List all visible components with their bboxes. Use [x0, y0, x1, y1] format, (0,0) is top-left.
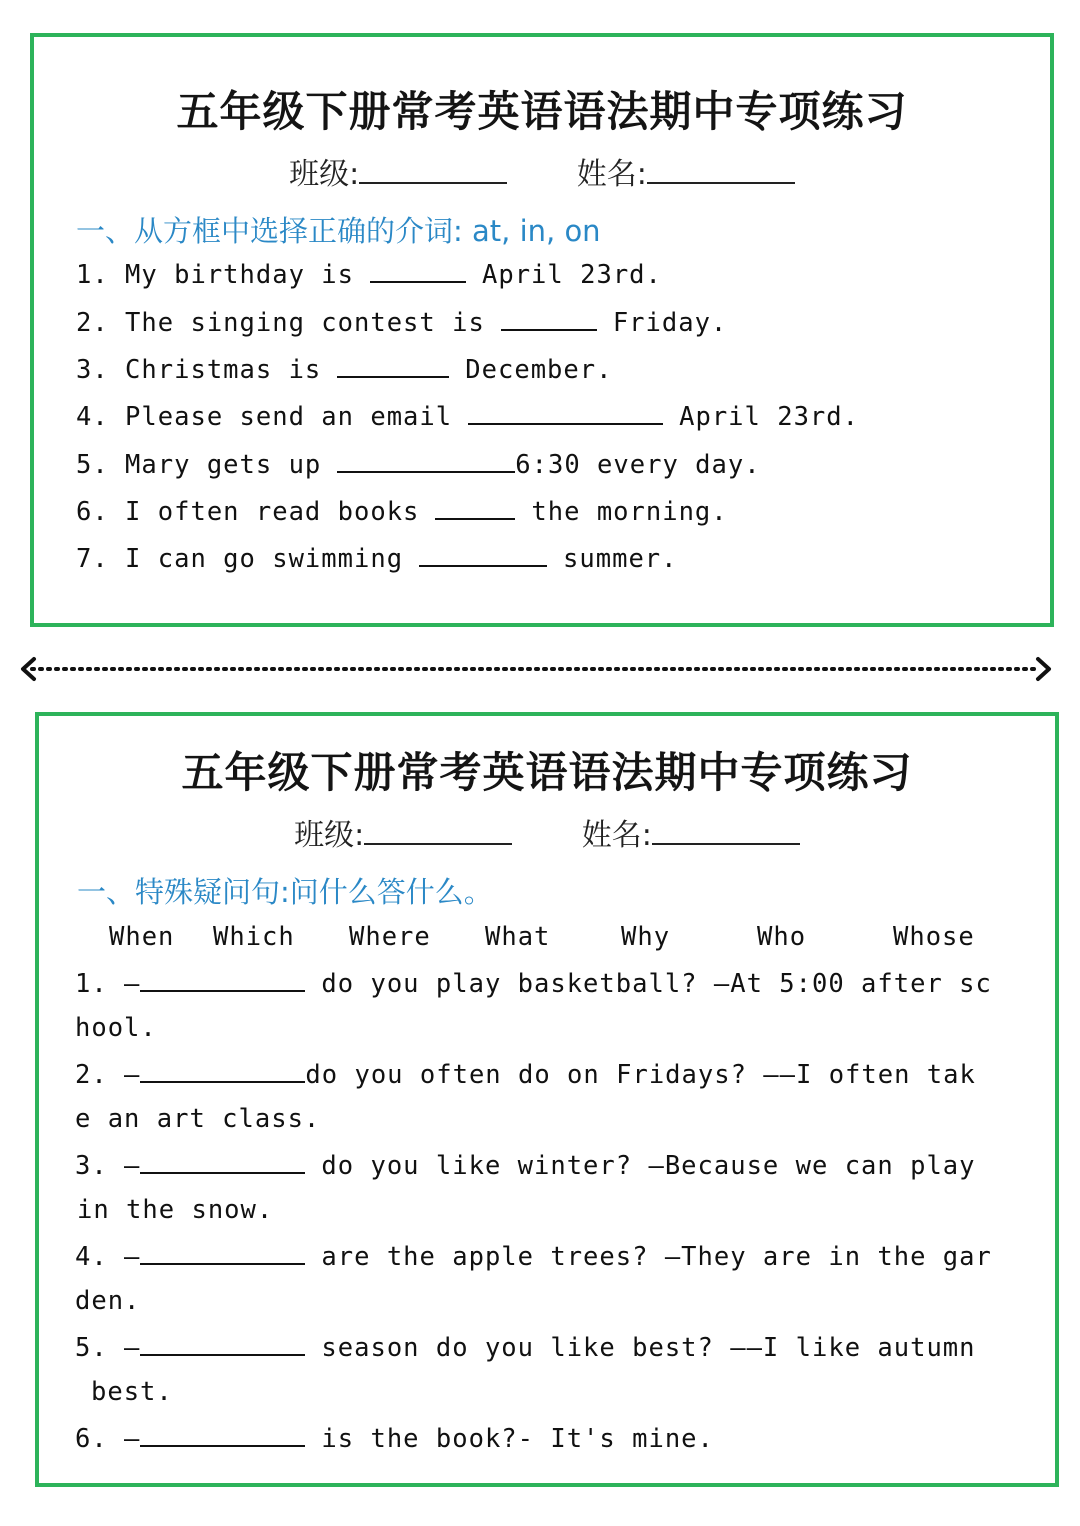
question-line	[76, 543, 678, 574]
arrow-right-icon	[1038, 659, 1049, 679]
section-heading: 一、特殊疑问句:问什么答什么。	[77, 875, 493, 909]
question-continuation: hool.	[75, 1013, 157, 1043]
word-bank-item: Why	[621, 922, 671, 952]
worksheet-title: 五年级下册常考英语语法期中专项练习	[181, 748, 913, 797]
question-text: 2. —	[75, 1060, 141, 1090]
question-continuation: den.	[75, 1286, 141, 1316]
section-heading: 一、从方框中选择正确的介词: at, in, on	[76, 214, 601, 248]
question-text-end: is the book?- It's mine.	[321, 1424, 714, 1454]
answer-blank[interactable]	[140, 968, 305, 992]
question-text-end: are the apple trees? —They are in the gar	[321, 1242, 992, 1272]
question-text: 4. —	[75, 1242, 141, 1272]
answer-blank[interactable]	[140, 1059, 305, 1083]
class-field	[289, 149, 507, 193]
class-label: 班级:	[294, 818, 365, 853]
question-text: 1. —	[75, 969, 141, 999]
answer-blank[interactable]	[370, 259, 466, 283]
question-line	[75, 1241, 992, 1272]
question-line	[75, 1332, 976, 1363]
name-field	[577, 149, 795, 193]
name-label: 姓名:	[581, 818, 652, 853]
word-bank-item: Who	[757, 922, 807, 952]
worksheet-title: 五年级下册常考英语语法期中专项练习	[176, 87, 908, 136]
question-line	[76, 259, 662, 290]
class-blank[interactable]	[359, 156, 507, 184]
name-blank[interactable]	[647, 156, 795, 184]
word-bank-item: When	[109, 922, 175, 952]
answer-blank[interactable]	[337, 449, 515, 473]
question-line	[76, 401, 859, 432]
question-text-end: Friday.	[612, 308, 728, 338]
word-bank	[77, 922, 1015, 956]
question-text: 5. —	[75, 1333, 141, 1363]
answer-blank[interactable]	[468, 401, 663, 425]
question-text: 1. My birthday is	[76, 260, 354, 290]
question-text: 6. I often read books	[76, 497, 420, 527]
student-info-fields	[34, 149, 1050, 193]
question-text: 3. —	[75, 1151, 141, 1181]
question-text: 7. I can go swimming	[76, 544, 404, 574]
question-text-end: December.	[465, 355, 613, 385]
name-blank[interactable]	[652, 817, 800, 845]
question-line	[75, 1423, 714, 1454]
name-field	[582, 810, 800, 854]
question-line	[76, 496, 728, 527]
question-text: 3. Christmas is	[76, 355, 322, 385]
word-bank-item: What	[485, 922, 551, 952]
answer-blank[interactable]	[435, 496, 515, 520]
answer-blank[interactable]	[140, 1423, 305, 1447]
question-continuation: best.	[91, 1377, 173, 1407]
question-line	[75, 968, 992, 999]
class-field	[294, 810, 512, 854]
question-text-end: do you often do on Fridays? ——I often tak	[305, 1060, 976, 1090]
word-bank-item: Which	[213, 922, 295, 952]
question-text-end: April 23rd.	[679, 402, 859, 432]
question-continuation: in the snow.	[77, 1195, 274, 1225]
question-text-end: summer.	[563, 544, 678, 574]
question-line	[75, 1059, 976, 1090]
question-line	[75, 1150, 976, 1181]
dotted-divider-arrow	[18, 655, 1054, 685]
question-text: 6. —	[75, 1424, 141, 1454]
class-label: 班级:	[289, 157, 360, 192]
question-text: 5. Mary gets up	[76, 450, 322, 480]
question-text-end: season do you like best? ——I like autumn	[321, 1333, 976, 1363]
question-continuation: e an art class.	[75, 1104, 321, 1134]
name-label: 姓名:	[576, 157, 647, 192]
word-bank-item: Whose	[893, 922, 975, 952]
question-text: 2. The singing contest is	[76, 308, 485, 338]
answer-blank[interactable]	[140, 1241, 305, 1265]
class-blank[interactable]	[364, 817, 512, 845]
question-line	[76, 307, 727, 338]
question-line	[76, 354, 612, 385]
worksheet-card-wh-questions	[35, 712, 1059, 1487]
answer-blank[interactable]	[337, 354, 449, 378]
answer-blank[interactable]	[501, 307, 597, 331]
answer-blank[interactable]	[419, 543, 547, 567]
question-text-end: do you play basketball? —At 5:00 after sc	[321, 969, 992, 999]
question-line	[76, 449, 761, 480]
question-text-end: April 23rd.	[482, 260, 662, 290]
answer-blank[interactable]	[140, 1332, 305, 1356]
student-info-fields	[39, 810, 1055, 854]
word-bank-item: Where	[349, 922, 431, 952]
question-text-end: the morning.	[531, 497, 728, 527]
answer-blank[interactable]	[140, 1150, 305, 1174]
question-text: 4. Please send an email	[76, 402, 453, 432]
question-text-end: 6:30 every day.	[515, 450, 761, 480]
worksheet-card-prepositions	[30, 33, 1054, 627]
question-text-end: do you like winter? —Because we can play	[321, 1151, 976, 1181]
